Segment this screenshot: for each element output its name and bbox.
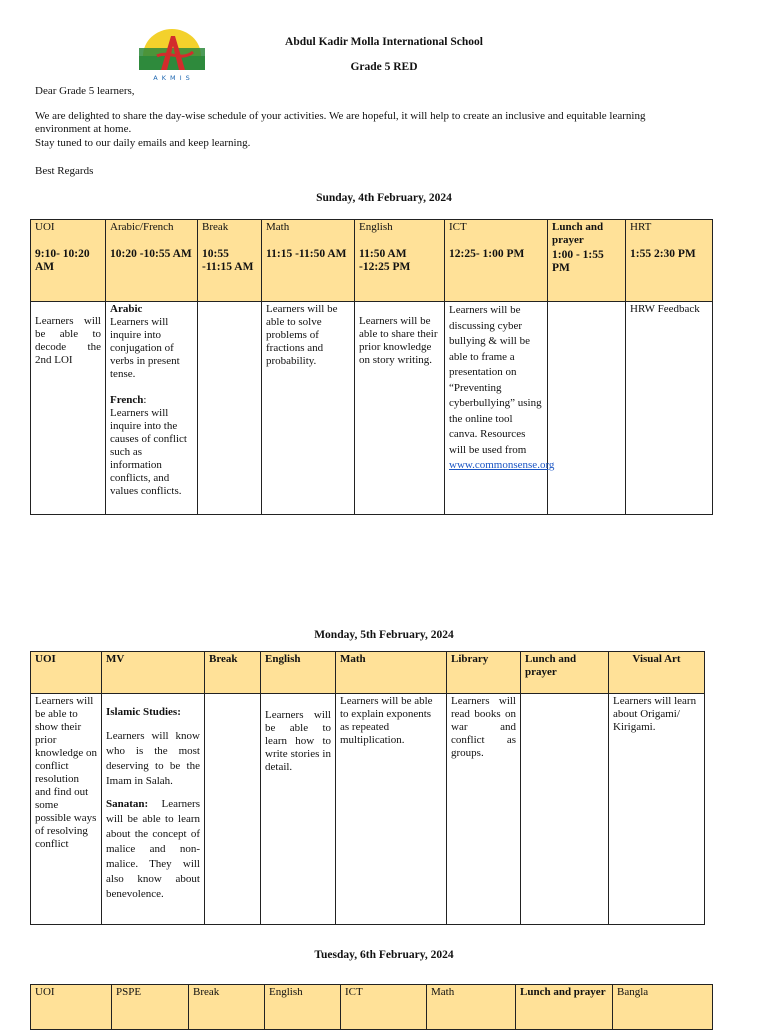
header-cell-uoi: UOI — [31, 652, 102, 694]
header-cell-english: English — [265, 985, 341, 1030]
header-cell-bangla: Bangla — [613, 985, 713, 1030]
header-cell-math: Math 11:15 -11:50 AM — [262, 220, 355, 302]
tuesday-schedule-table — [30, 984, 713, 1030]
table-row — [31, 302, 713, 515]
cell-lunch — [521, 694, 609, 925]
header-cell-hrt: HRT 1:55 2:30 PM — [626, 220, 713, 302]
cell-math: Learners will be able to solve problems of fractions and probability. — [262, 302, 355, 515]
header-cell-lunch: Lunch and prayer 1:00 - 1:55 PM — [548, 220, 626, 302]
intro-line-2: environment at home. — [35, 123, 132, 135]
regards: Best Regards — [35, 165, 94, 177]
cell-english: Learners will be able to learn how to write stories in detail. — [261, 694, 336, 925]
header-cell-visual-art: Visual Art — [609, 652, 705, 694]
greeting: Dear Grade 5 learners, — [35, 85, 135, 97]
sunday-date: Sunday, 4th February, 2024 — [316, 192, 452, 204]
cell-mv: Islamic Studies: Learners will know who is the most deserving to be the Imam in Salah. Sanatan: Learners will be able to learn about the concept of malice and non-malice. They will also know about benevolence. — [102, 694, 205, 925]
cell-hrt: HRW Feedback — [626, 302, 713, 515]
sunday-schedule-table — [30, 219, 713, 515]
cell-visual-art: Learners will learn about Origami/ Kirigami. — [609, 694, 705, 925]
header-cell-english: English 11:50 AM -12:25 PM — [355, 220, 445, 302]
cell-library: Learners will read books on war and conflict as groups. — [447, 694, 521, 925]
header-cell-library: Library — [447, 652, 521, 694]
intro-line-1: We are delighted to share the day-wise schedule of your activities. We are hopeful, it will help to create an inclusive and equitable learning — [35, 110, 646, 122]
school-name: Abdul Kadir Molla International School — [285, 36, 483, 48]
monday-date: Monday, 5th February, 2024 — [314, 629, 454, 641]
cell-arabic-french: Arabic Learners will inquire into conjugation of verbs in present tense. French: Learners will inquire into the causes of conflict such as information conflicts, and values conflicts. — [106, 302, 198, 515]
header-cell-break: Break — [205, 652, 261, 694]
header-cell-break: Break — [189, 985, 265, 1030]
logo-lettering: A K M I S — [153, 74, 191, 82]
header-cell-ict: ICT — [341, 985, 427, 1030]
cell-lunch — [548, 302, 626, 515]
header-cell-mv: MV — [102, 652, 205, 694]
intro-line-3: Stay tuned to our daily emails and keep learning. — [35, 137, 251, 149]
table-row — [31, 694, 705, 925]
commonsense-link[interactable]: www.commonsense.org — [449, 459, 555, 471]
cell-uoi: Learners will be able to decode the 2nd LOI — [31, 302, 106, 515]
cell-english: Learners will be able to share their prior knowledge on story writing. — [355, 302, 445, 515]
cell-uoi: Learners will be able to show their prior knowledge on conflict resolution and find out some possible ways of resolving conflict — [31, 694, 102, 925]
cell-ict: Learners will be discussing cyber bullying & will be able to frame a presentation on “Preventing cyberbullying” using the online tool canva. Resources will be used from www.commonsense.org — [445, 302, 548, 515]
header-cell-break: Break 10:55 -11:15 AM — [198, 220, 262, 302]
header-cell-ict: ICT 12:25- 1:00 PM — [445, 220, 548, 302]
cell-break — [198, 302, 262, 515]
school-logo — [135, 26, 209, 82]
table-header-row — [31, 985, 713, 1030]
header-cell-arabic-french: Arabic/French 10:20 -10:55 AM — [106, 220, 198, 302]
cell-math: Learners will be able to explain exponents as repeated multiplication. — [336, 694, 447, 925]
table-header-row — [31, 652, 705, 694]
header-cell-math: Math — [427, 985, 516, 1030]
header-cell-lunch: Lunch and prayer — [521, 652, 609, 694]
header-cell-uoi: UOI 9:10- 10:20 AM — [31, 220, 106, 302]
header-cell-pspe: PSPE — [112, 985, 189, 1030]
header-cell-math: Math — [336, 652, 447, 694]
cell-break — [205, 694, 261, 925]
header-cell-lunch: Lunch and prayer — [516, 985, 613, 1030]
tuesday-date: Tuesday, 6th February, 2024 — [314, 949, 454, 961]
header-cell-uoi: UOI — [31, 985, 112, 1030]
table-header-row — [31, 220, 713, 302]
grade-title: Grade 5 RED — [350, 61, 418, 73]
monday-schedule-table — [30, 651, 705, 925]
header-cell-english: English — [261, 652, 336, 694]
